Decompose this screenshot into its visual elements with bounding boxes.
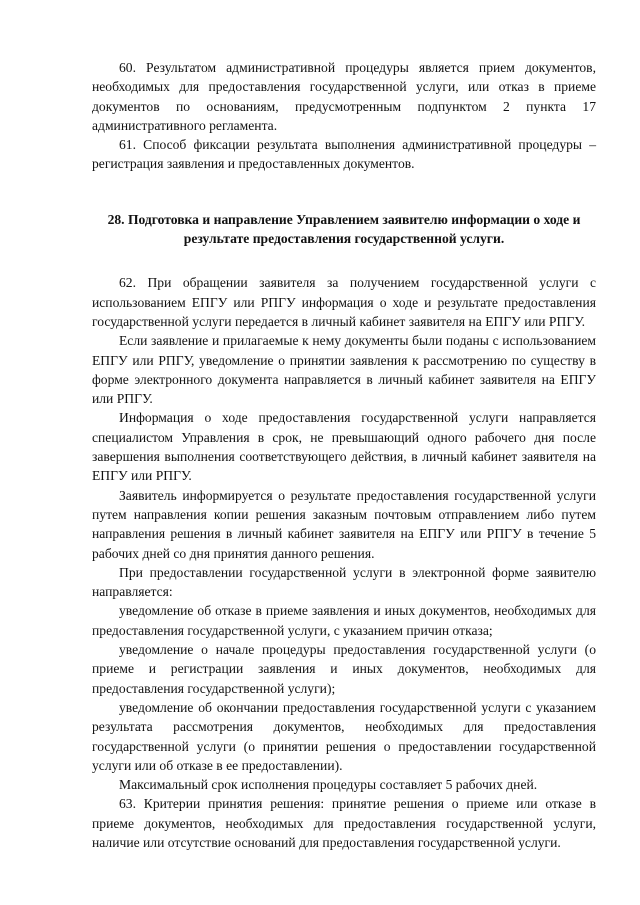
paragraph-60: 60. Результатом административной процедуры является прием документов, необходимых для предоставления государственной услуги, или отказ в приеме документов по основаниям, предусмотренным подпунктом 2 пункта 17 административного регламента. (92, 60, 596, 133)
list-item-completion-notice: уведомление об окончании предоставления государственной услуги с указанием результата рассмотрения документов, необходимых для предоставления государственной услуги (о принятии решения о предоставлении государственной услуги или об отказе в ее предоставлении). (92, 699, 596, 773)
document-page (92, 58, 596, 852)
paragraph-61: 61. Способ фиксации результата выполнения административной процедуры – регистрация заявления и предоставленных документов. (92, 137, 596, 172)
paragraph-max-term: Максимальный срок исполнения процедуры составляет 5 рабочих дней. (119, 777, 538, 793)
paragraph-progress-info: Информация о ходе предоставления государственной услуги направляется специалистом Управления в срок, не превышающий одного рабочего дня после завершения выполнения соответствующего действия, в личный кабинет заявителя на ЕПГУ или РПГУ. (92, 410, 596, 484)
list-item-start-notice: уведомление о начале процедуры предоставления государственной услуги (о приеме и регистрации заявления и иных документов, необходимых для предоставления государственной услуги); (92, 642, 596, 696)
paragraph-result-info: Заявитель информируется о результате предоставления государственной услуги путем направления копии решения заказным почтовым отправлением либо путем направления решения в личный кабинет заявителя на ЕПГУ или РПГУ в течение 5 рабочих дней со дня принятия данного решения. (92, 487, 596, 561)
paragraph-electronic-submission: Если заявление и прилагаемые к нему документы были поданы с использованием ЕПГУ или РПГУ, уведомление о принятии заявления к рассмотрению по существу в форме электронного документа направляется в личный кабинет заявителя на ЕПГУ или РПГУ. (92, 333, 596, 407)
paragraph-63: 63. Критерии принятия решения: принятие решения о приеме или отказе в приеме документов, необходимых для предоставления государственной услуги, наличие или отсутствие оснований для предоставления государственной услуги. (92, 796, 596, 850)
list-item-refusal-notice: уведомление об отказе в приеме заявления и иных документов, необходимых для предоставления государственной услуги, с указанием причин отказа; (92, 603, 596, 638)
paragraph-62: 62. При обращении заявителя за получением государственной услуги с использованием ЕПГУ или РПГУ информация о ходе и результате предоставления государственной услуги передается в личный кабинет заявителя на ЕПГУ или РПГУ. (92, 275, 596, 329)
paragraph-notifications-intro: При предоставлении государственной услуги в электронной форме заявителю направляется: (92, 564, 596, 600)
section-heading-28: 28. Подготовка и направление Управлением заявителю информации о ходе и результате предоставления государственной услуги. (107, 211, 581, 247)
